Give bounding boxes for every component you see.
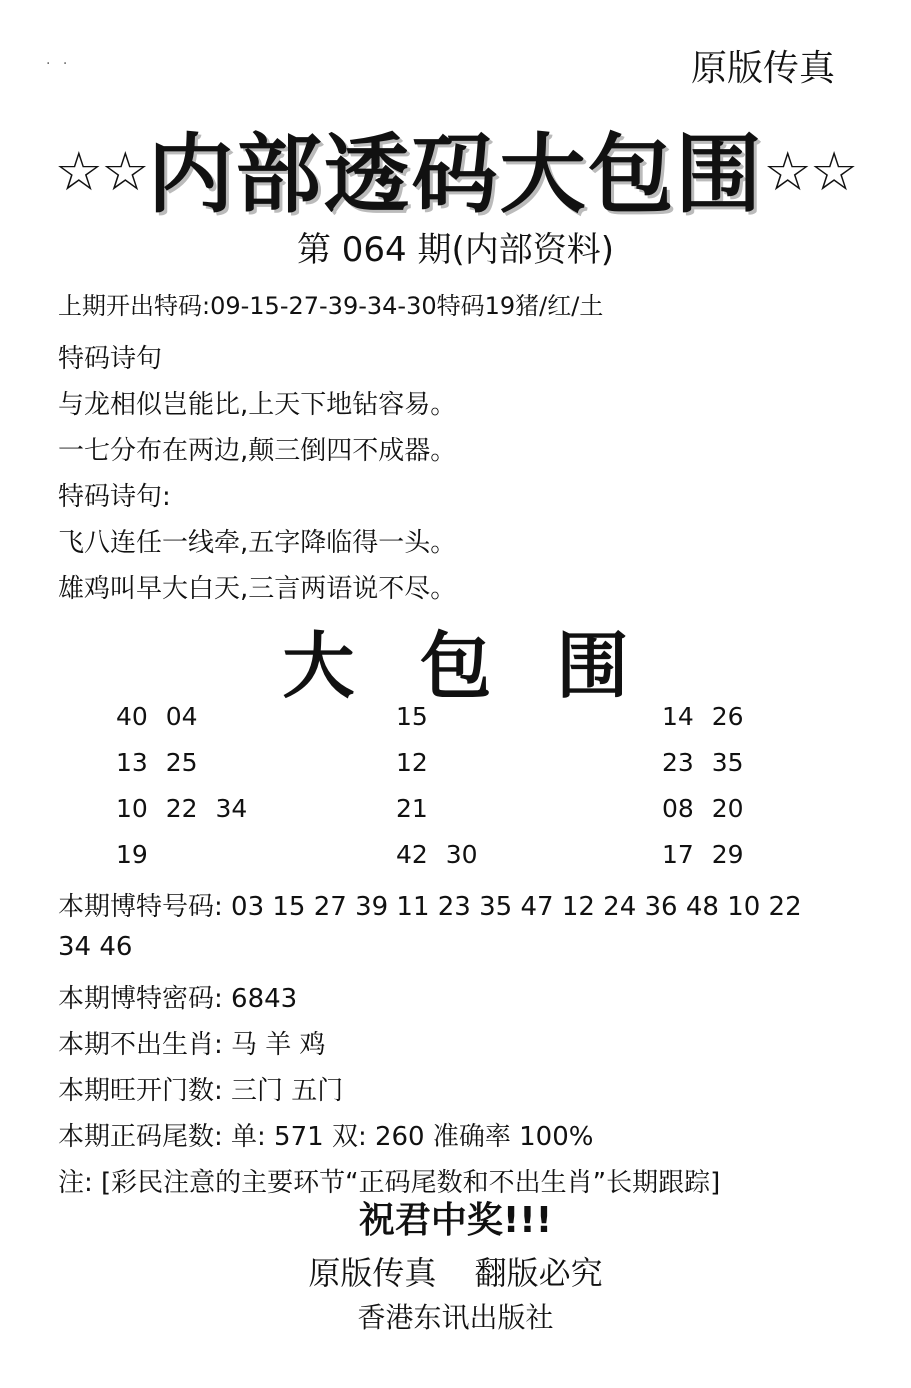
grid-cell: 12 [396, 748, 428, 777]
grid-cell: 15 [396, 702, 428, 731]
note: 注: [彩民注意的主要环节“正码尾数和不出生肖”长期跟踪] [58, 1168, 721, 1198]
stars-left-icon: ☆☆ [54, 140, 148, 203]
zodiac-not: 本期不出生肖: 马 羊 鸡 [58, 1030, 326, 1060]
grid-cell: 14 26 [662, 702, 744, 731]
poem2-label: 特码诗句: [58, 482, 171, 512]
poem2-line1: 飞八连任一线牵,五字降临得一头。 [58, 528, 457, 558]
special-numbers-line1: 本期博特号码: 03 15 27 39 11 23 35 47 12 24 36 48 10 22 [58, 892, 802, 922]
main-title [0, 105, 911, 229]
footer-wish: 祝君中奖!!! [358, 1200, 553, 1241]
previous-result: 上期开出特码:09-15-27-39-34-30特码19猪/红/土 [58, 292, 604, 320]
grid-cell: 40 04 [116, 702, 198, 731]
lucky-doors: 本期旺开门数: 三门 五门 [58, 1076, 344, 1106]
grid-cell: 42 30 [396, 840, 478, 869]
grid-cell: 13 25 [116, 748, 198, 777]
grid-cell: 17 29 [662, 840, 744, 869]
grid-cell: 08 20 [662, 794, 744, 823]
footer-original: 原版传真 翻版必究 [308, 1254, 603, 1292]
grid-cell: 23 35 [662, 748, 744, 777]
footer-publisher: 香港东讯出版社 [357, 1301, 554, 1334]
special-numbers-line2: 34 46 [58, 932, 133, 962]
section-heading: 大 包 围 [282, 623, 629, 708]
grid-cell: 19 [116, 840, 148, 869]
poem1-line2: 一七分布在两边,颠三倒四不成器。 [58, 436, 457, 466]
tail-numbers: 本期正码尾数: 单: 571 双: 260 准确率 100% [58, 1122, 594, 1152]
stars-right-icon: ☆☆ [763, 140, 857, 203]
grid-cell: 21 [396, 794, 428, 823]
corner-dots: . . [46, 52, 72, 68]
original-fax-label: 原版传真 [690, 48, 835, 89]
grid-cell: 10 22 34 [116, 794, 248, 823]
title-text: 内部透码大包围 [147, 124, 764, 225]
poem2-line2: 雄鸡叫早大白天,三言两语说不尽。 [58, 574, 457, 604]
poem1-line1: 与龙相似岂能比,上天下地钻容易。 [58, 390, 457, 420]
issue-number: 第 064 期(内部资料) [296, 230, 615, 270]
poem1-label: 特码诗句 [58, 344, 163, 374]
secret-code: 本期博特密码: 6843 [58, 984, 298, 1014]
